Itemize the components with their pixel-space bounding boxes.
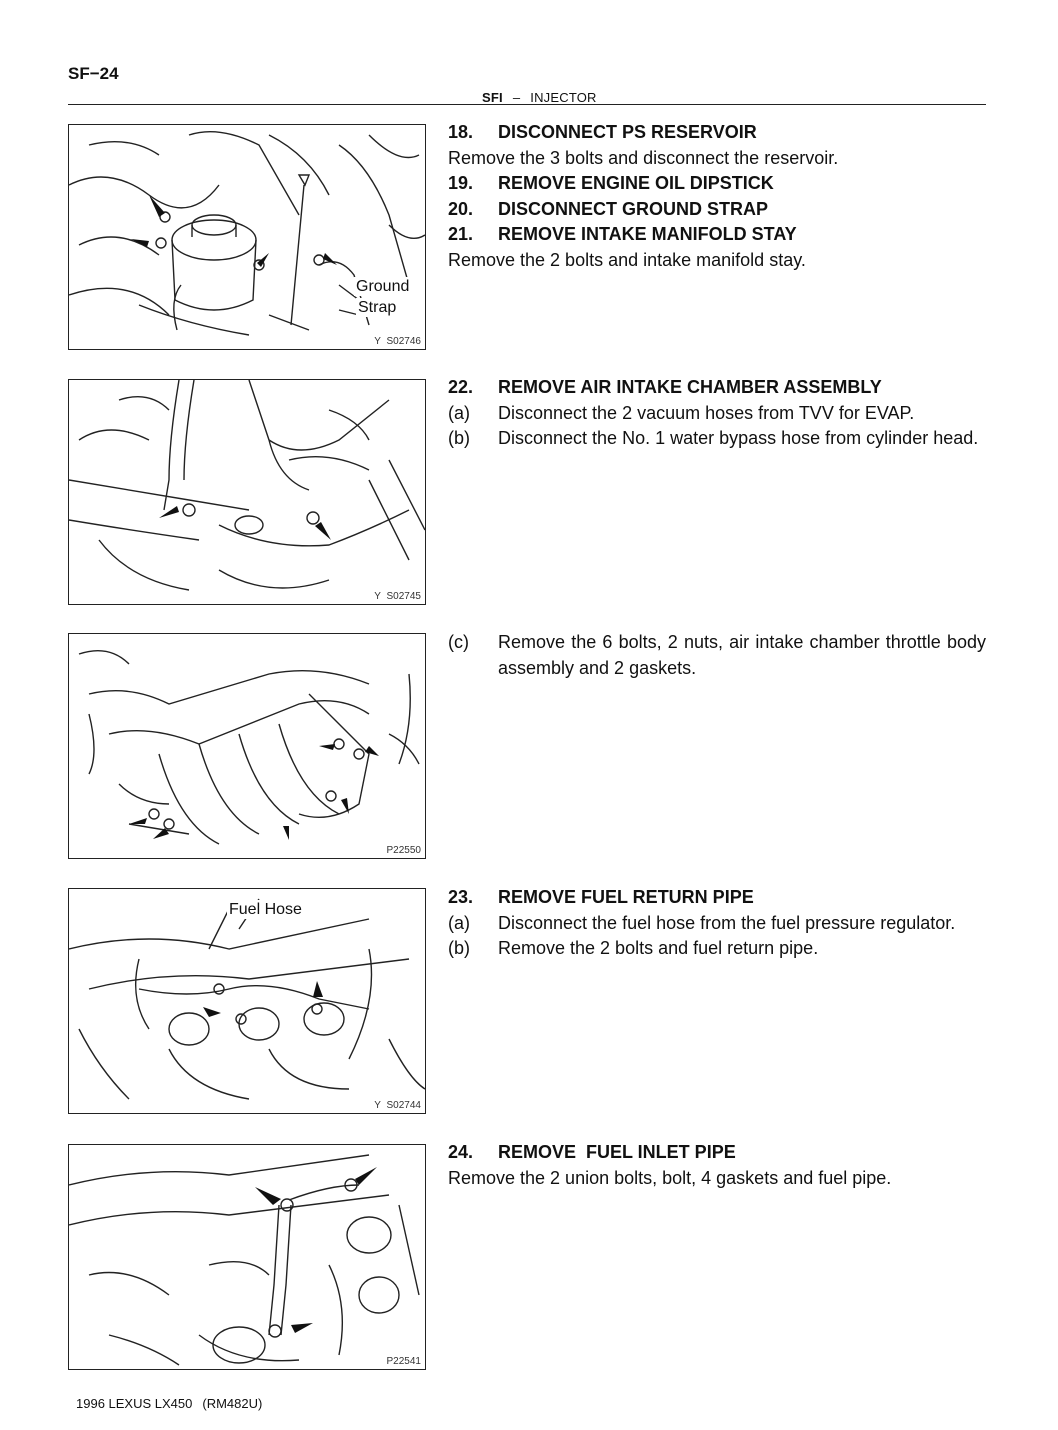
figure-fuel-inlet-pipe — [68, 1144, 426, 1370]
figure-throttle-body — [68, 633, 426, 859]
page-footer — [76, 1396, 262, 1411]
step-number: 19. — [448, 173, 474, 193]
step-18-heading — [448, 120, 986, 146]
step-number: 18. — [448, 122, 474, 142]
figure-fuel-return-pipe — [68, 888, 426, 1114]
figure-ps-reservoir — [68, 124, 426, 350]
step-title: REMOVE FUEL INLET PIPE — [498, 1142, 736, 1162]
step-22-c — [448, 630, 986, 681]
figure-label-ground: Ground — [356, 278, 410, 295]
engine-illustration-intake-chamber — [69, 380, 426, 605]
section-header — [482, 90, 597, 105]
footer-vehicle: 1996 LEXUS LX450 — [76, 1396, 193, 1411]
header-separator: – — [512, 90, 521, 105]
sub-letter: (c) — [448, 632, 469, 652]
figure-code: S02745 — [386, 591, 421, 602]
step-title: REMOVE ENGINE OIL DIPSTICK — [498, 173, 774, 193]
figure-prefix: Y — [374, 336, 381, 347]
step-22 — [448, 375, 986, 452]
step-24-text: Remove the 2 union bolts, bolt, 4 gaskets and fuel pipe. — [448, 1167, 892, 1188]
figure-id — [374, 336, 421, 347]
step-23-a — [448, 911, 986, 937]
sub-text: Disconnect the No. 1 water bypass hose from cylinder head. — [498, 428, 979, 448]
step-23-heading — [448, 885, 986, 911]
step-22-c-block — [448, 630, 986, 681]
sub-text: Remove the 6 bolts, 2 nuts, air intake chamber throttle body assembly and 2 gaskets. — [498, 632, 986, 678]
step-number: 24. — [448, 1142, 474, 1162]
sub-letter: (a) — [448, 402, 470, 423]
sub-text: Disconnect the fuel hose from the fuel pressure regulator. — [498, 912, 956, 933]
footer-manual-code: (RM482U) — [202, 1396, 263, 1411]
step-22-a — [448, 401, 986, 427]
sub-text: Disconnect the 2 vacuum hoses from TVV for EVAP. — [498, 402, 915, 423]
step-19-heading — [448, 171, 986, 197]
step-number: 23. — [448, 887, 474, 907]
engine-illustration-throttle-body — [69, 634, 426, 859]
step-24 — [448, 1140, 986, 1191]
sub-text: Remove the 2 bolts and fuel return pipe. — [498, 938, 819, 958]
step-title: REMOVE FUEL RETURN PIPE — [498, 887, 754, 907]
step-number: 20. — [448, 198, 474, 219]
step-title: REMOVE AIR INTAKE CHAMBER ASSEMBLY — [498, 377, 882, 397]
page-number: SF−24 — [68, 64, 119, 83]
figure-prefix: Y — [374, 591, 381, 602]
figure-prefix: Y — [374, 1100, 381, 1111]
step-title: DISCONNECT GROUND STRAP — [498, 198, 769, 219]
engine-illustration-fuel-return — [69, 889, 426, 1114]
step-title: REMOVE INTAKE MANIFOLD STAY — [498, 224, 797, 244]
figure-code: P22550 — [386, 845, 421, 856]
figure-code: S02746 — [386, 336, 421, 347]
figure-id — [387, 1356, 421, 1367]
step-number: 22. — [448, 377, 474, 397]
step-21-text: Remove the 2 bolts and intake manifold stay. — [448, 249, 806, 270]
step-23-b — [448, 936, 986, 962]
sub-letter: (b) — [448, 938, 470, 958]
figure-code: P22541 — [386, 1356, 421, 1367]
step-title: DISCONNECT PS RESERVOIR — [498, 122, 757, 142]
step-21-heading — [448, 222, 986, 248]
figure-code: S02744 — [386, 1100, 421, 1111]
figure-id — [387, 845, 421, 856]
step-22-heading — [448, 375, 986, 401]
step-22-b — [448, 426, 986, 452]
step-24-heading — [448, 1140, 986, 1166]
figure-id — [374, 591, 421, 602]
sub-letter: (a) — [448, 912, 470, 933]
step-18-text: Remove the 3 bolts and disconnect the reservoir. — [448, 147, 839, 168]
section-code: SFI — [482, 90, 503, 105]
figure-label-strap: Strap — [358, 299, 397, 316]
figure-air-intake-chamber — [68, 379, 426, 605]
engine-illustration-fuel-inlet — [69, 1145, 426, 1370]
section-title: INJECTOR — [530, 90, 597, 105]
figure-id — [374, 1100, 421, 1111]
step-23 — [448, 885, 986, 962]
sub-letter: (b) — [448, 428, 470, 448]
step-20-heading — [448, 197, 986, 223]
step-number: 21. — [448, 224, 474, 244]
header-rule — [68, 104, 986, 105]
steps-18-21 — [448, 120, 986, 273]
figure-label-fuel-hose: Fuel Hose — [229, 901, 302, 918]
